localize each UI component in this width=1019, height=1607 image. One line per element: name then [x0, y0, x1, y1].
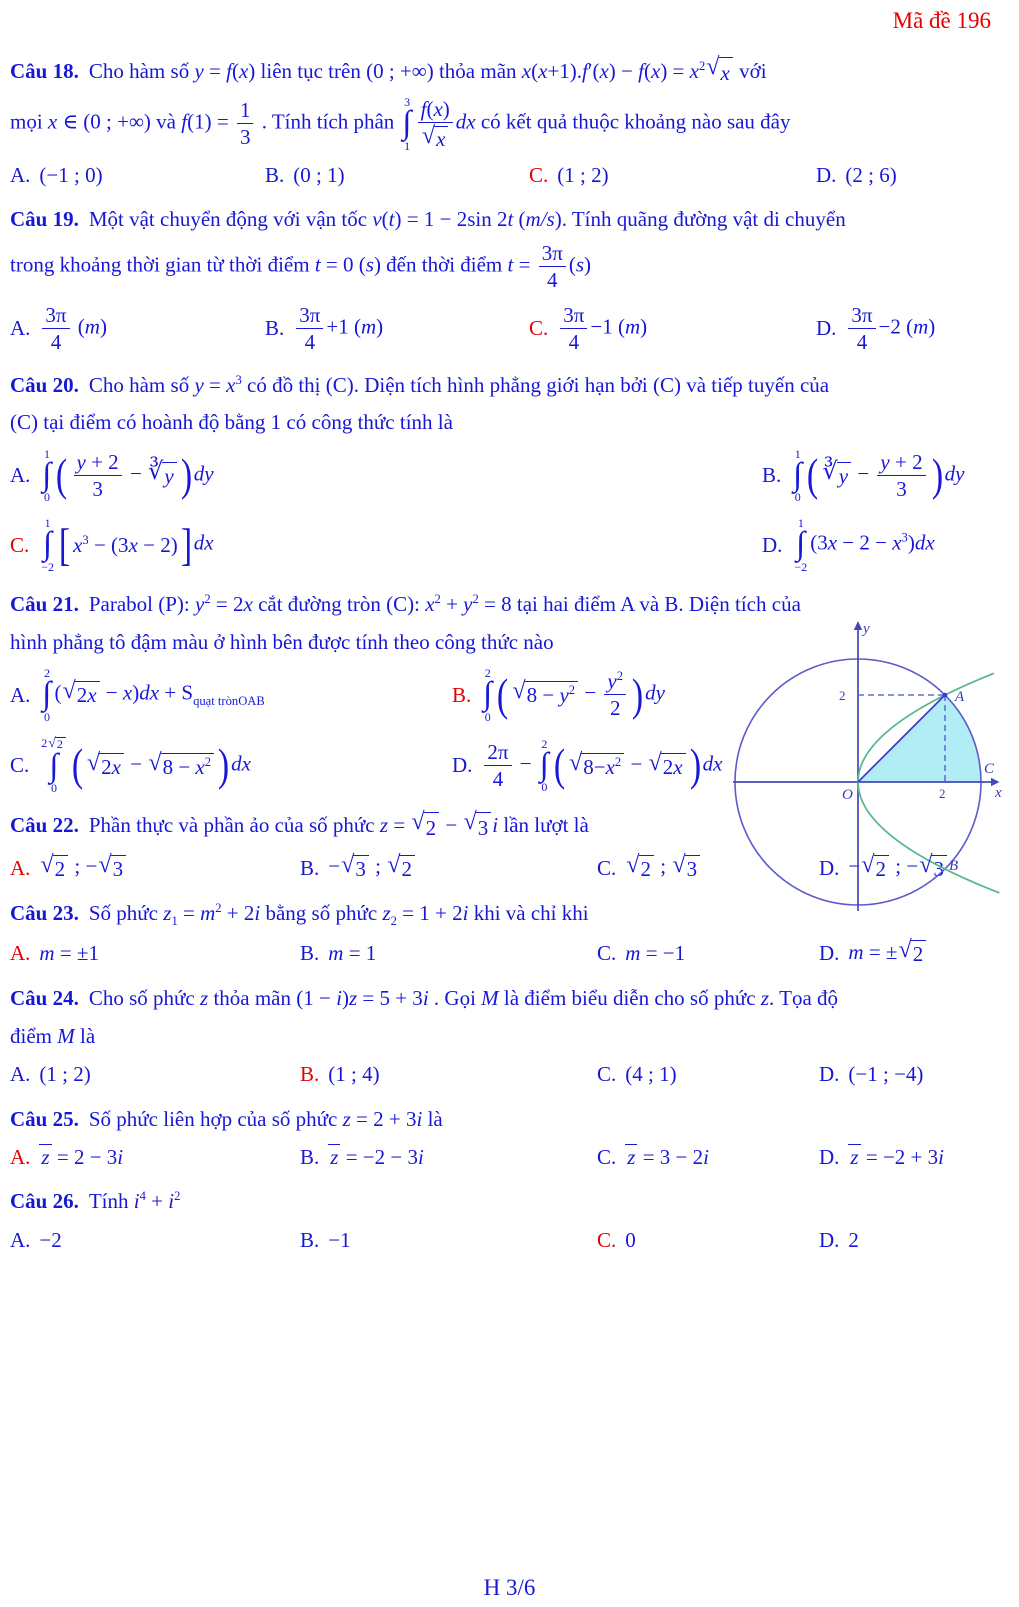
y-axis-label: y: [863, 621, 870, 638]
option-letter: A.: [10, 855, 31, 880]
option-value: z = −2 + 3i: [850, 1145, 944, 1170]
option-value: 2 ∫ 0 ( √ $8 - y^2$ − $\frac{y^2}{2}$ ) dy: [483, 665, 665, 724]
option-value: m = ± √ 2: [848, 939, 927, 968]
option-letter: D.: [816, 162, 837, 187]
option-letter: C.: [597, 1062, 617, 1087]
option-letter: D.: [819, 1227, 840, 1252]
option-value: (1 ; 2): [39, 1062, 91, 1087]
option-value: 2: [848, 1227, 859, 1252]
option-value: m = −1: [625, 940, 686, 965]
option-value: 1 ∫ 0 ( $\frac{y + 2}{3}$ − ∛ y ) dy: [42, 446, 214, 505]
question-line-1: Cho hàm số y = f(x) liên tục trên (0 ; +∞) thỏa mãn $x(x+1).f'(x) - f(x) = x^2$ √ x với: [89, 56, 767, 89]
y-tick-2: 2: [839, 688, 846, 704]
options-grid: [10, 448, 993, 573]
option-d: [816, 162, 993, 188]
option-value: z = 2 − 3i: [41, 1145, 124, 1170]
option-value: $\frac{3\pi}{4}$ −2 (m): [845, 303, 935, 354]
question-line-1: Cho số phức z thỏa mãn (1 − i)z = 5 + 3i . Gọi M là điểm biểu diễn cho số phức z. Tọa độ: [88, 986, 839, 1011]
question-19: [10, 204, 993, 354]
question-text: [10, 1186, 993, 1216]
option-value: $\frac{3\pi}{4}$ (m): [39, 303, 107, 354]
question-text: [10, 589, 993, 619]
option-letter: B.: [300, 940, 320, 965]
x-axis-label: x: [995, 785, 1002, 802]
option-a: [10, 303, 265, 354]
origin-label: O: [842, 787, 853, 804]
option-letter: C.: [529, 162, 549, 187]
option-letter: C.: [597, 940, 617, 965]
option-value: m = 1: [328, 940, 377, 965]
question-line-1: Cho hàm số $y = x^3$ có đồ thị (C). Diện tích hình phẳng giới hạn bởi (C) và tiếp tuyến của: [88, 372, 830, 397]
option-letter: B.: [300, 1145, 320, 1170]
page-number: H 3/6: [483, 1575, 536, 1600]
option-value: (2 ; 6): [845, 162, 897, 187]
option-value: $\frac{3\pi}{4}$ −1 (m): [557, 303, 647, 354]
option-d: [816, 303, 993, 354]
question-number: Câu 22.: [10, 813, 79, 838]
options-row: [10, 936, 993, 968]
x-tick-2: 2: [939, 786, 946, 802]
question-line-2: (C) tại điểm có hoành độ bằng 1 có công thức tính là: [10, 410, 453, 435]
options-row: [10, 1144, 993, 1170]
question-20: [10, 370, 993, 573]
option-letter: D.: [819, 940, 840, 965]
option-value: (−1 ; −4): [848, 1062, 924, 1087]
option-value: z = 3 − 2i: [627, 1145, 709, 1170]
question-text: [10, 1104, 993, 1134]
option-letter: C.: [10, 533, 30, 558]
option-a: [10, 1061, 300, 1087]
options-grid: [10, 667, 750, 795]
question-text: [10, 1021, 993, 1051]
question-number: Câu 20.: [10, 372, 79, 397]
option-d: [819, 1144, 993, 1170]
option-value: (0 ; 1): [293, 162, 345, 187]
option-letter: A.: [10, 682, 31, 707]
option-letter: B.: [300, 1062, 320, 1087]
option-letter: C.: [597, 1145, 617, 1170]
option-value: 2 ∫ 0 ( √ 2x − $x)dx + S_{quạt trònOAB}$: [42, 665, 265, 724]
options-row: [10, 162, 993, 188]
option-d: [452, 738, 750, 794]
option-letter: B.: [762, 463, 782, 488]
option-value: 2 √ 2 ∫ 0 ( √ 2x − √ $8 - x^2$ ) dx: [41, 734, 251, 796]
option-value: m = ±1: [39, 940, 99, 965]
option-b: [265, 162, 529, 188]
option-letter: D.: [816, 316, 837, 341]
option-letter: C.: [597, 855, 617, 880]
option-letter: C.: [529, 316, 549, 341]
option-value: − √ 3 ; √ 2: [328, 853, 416, 882]
option-value: 1 ∫ 0 ( ∛ y − $\frac{y + 2}{3}$ ) dy: [793, 446, 965, 505]
option-c: [529, 303, 816, 354]
option-value: −2: [39, 1227, 62, 1252]
question-text: [10, 204, 993, 234]
option-letter: A.: [10, 1227, 31, 1252]
question-line-2: điểm M là: [10, 1023, 96, 1048]
option-value: (−1 ; 0): [39, 162, 103, 187]
question-text: [10, 370, 993, 400]
option-b: [265, 303, 529, 354]
exam-code: Mã đề 196: [892, 8, 991, 33]
option-value: $\frac{3\pi}{4}$ +1 (m): [293, 303, 383, 354]
option-d: [819, 936, 993, 968]
options-row: [10, 303, 993, 354]
question-line-1: Tính $i^4 + i^2$: [88, 1189, 181, 1214]
point-a-dot: [943, 693, 948, 698]
point-c-label: C: [984, 761, 995, 778]
question-line-1: Số phức liên hợp của số phức z = 2 + 3i là: [88, 1106, 443, 1131]
option-d: [762, 517, 993, 573]
option-b: [452, 667, 750, 723]
point-a-label: A: [955, 689, 965, 706]
question-number: Câu 25.: [10, 1106, 79, 1131]
option-c: [597, 1144, 819, 1170]
option-value: − √ 2 ; − √ 3: [848, 853, 948, 882]
option-d: [819, 1061, 993, 1087]
option-a: [10, 1227, 300, 1253]
option-letter: A.: [10, 1062, 31, 1087]
option-a: [10, 162, 265, 188]
question-number: Câu 26.: [10, 1189, 79, 1214]
option-c: [597, 940, 819, 966]
option-value: √ 2 ; √ 3: [625, 853, 701, 882]
question-text: [10, 407, 993, 437]
option-letter: A.: [10, 162, 31, 187]
option-letter: D.: [819, 1062, 840, 1087]
option-c: [529, 162, 816, 188]
option-a: [10, 667, 452, 723]
option-letter: A.: [10, 940, 31, 965]
question-text: [10, 96, 993, 152]
question-text: [10, 983, 993, 1013]
question-number: Câu 18.: [10, 59, 79, 83]
question-26: [10, 1186, 993, 1253]
point-b-label: B: [949, 858, 959, 875]
option-letter: B.: [300, 855, 320, 880]
option-value: −1: [328, 1227, 351, 1252]
option-c: [10, 517, 762, 573]
option-letter: B.: [452, 682, 472, 707]
option-b: [300, 1061, 597, 1087]
option-letter: D.: [819, 855, 840, 880]
option-letter: B.: [265, 316, 285, 341]
option-letter: C.: [10, 753, 30, 778]
option-a: [10, 1144, 300, 1170]
question-line-2: trong khoảng thời gian từ thời điểm t = 0 (s) đến thời điểm t = $\frac{3\pi}{4}$ (s): [10, 241, 591, 293]
option-value: 1 ∫ −2 $(3x - 2 - x^3)dx$: [794, 516, 935, 575]
question-number: Câu 24.: [10, 986, 79, 1011]
option-b: [762, 448, 993, 504]
question-18: [10, 53, 993, 188]
option-a: [10, 940, 300, 966]
question-line-2: hình phẳng tô đậm màu ở hình bên được tính theo công thức nào: [10, 629, 554, 654]
option-b: [300, 940, 597, 966]
option-c: [10, 734, 452, 796]
option-d: [819, 1227, 993, 1253]
options-row: [10, 1227, 993, 1253]
option-a: [10, 448, 762, 504]
option-value: √ 2 ; − √ 3: [39, 853, 127, 882]
question-text: [10, 241, 993, 292]
question-number: Câu 21.: [10, 592, 79, 617]
question-line-1: Phần thực và phần ảo của số phức z = √ 2 − √ 3 i lần lượt là: [89, 810, 589, 843]
option-value: 1 ∫ −2 [ $x^3 - (3x - 2)$ ] dx: [41, 516, 214, 575]
option-value: $\frac{2\pi}{4}$ − 2 ∫ 0 ( √ $8-x^2$ − √ 2x ) dx: [481, 738, 722, 794]
question-line-1: Số phức $z_1 = m^2 + 2i$ bằng số phức $z_2 = 1 + 2i$ khi và chỉ khi: [88, 901, 589, 929]
option-c: [597, 1061, 819, 1087]
option-b: [300, 853, 597, 882]
option-letter: A.: [10, 1145, 31, 1170]
option-c: [597, 1227, 819, 1253]
option-a: [10, 853, 300, 882]
y-axis-arrow: [854, 621, 862, 630]
question-25: [10, 1104, 993, 1171]
option-letter: B.: [300, 1227, 320, 1252]
option-letter: D.: [762, 533, 783, 558]
question-line-1: Một vật chuyển động với vận tốc v(t) = 1 − 2sin 2t (m/s). Tính quãng đường vật di chuyển: [88, 206, 846, 231]
option-b: [300, 1227, 597, 1253]
option-value: (1 ; 4): [328, 1062, 380, 1087]
option-letter: D.: [819, 1145, 840, 1170]
option-value: 0: [625, 1227, 636, 1252]
options-row: [10, 1061, 993, 1087]
option-value: (4 ; 1): [625, 1062, 677, 1087]
question-text: [10, 53, 993, 89]
option-letter: A.: [10, 463, 31, 488]
option-letter: D.: [452, 753, 473, 778]
option-b: [300, 1144, 597, 1170]
question-number: Câu 19.: [10, 206, 79, 231]
question-number: Câu 23.: [10, 901, 79, 926]
option-value: z = −2 − 3i: [330, 1145, 424, 1170]
question-line-1: Parabol (P): $y^2 = 2x$ cắt đường tròn (C): $x^2 + y^2 = 8$ tại hai điểm A và B. Diện tích của: [88, 592, 801, 617]
question-line-2: mọi x ∈ (0 ; +∞) và f(1) = $\frac{1}{3}$ . Tính tích phân 3 ∫ 1 f(x) √ x dx có kết quả thuộc khoảng nào sau đây: [10, 94, 791, 153]
option-value: (1 ; 2): [557, 162, 609, 187]
option-letter: C.: [597, 1227, 617, 1252]
question-24: [10, 983, 993, 1087]
option-letter: B.: [265, 162, 285, 187]
option-letter: A.: [10, 316, 31, 341]
